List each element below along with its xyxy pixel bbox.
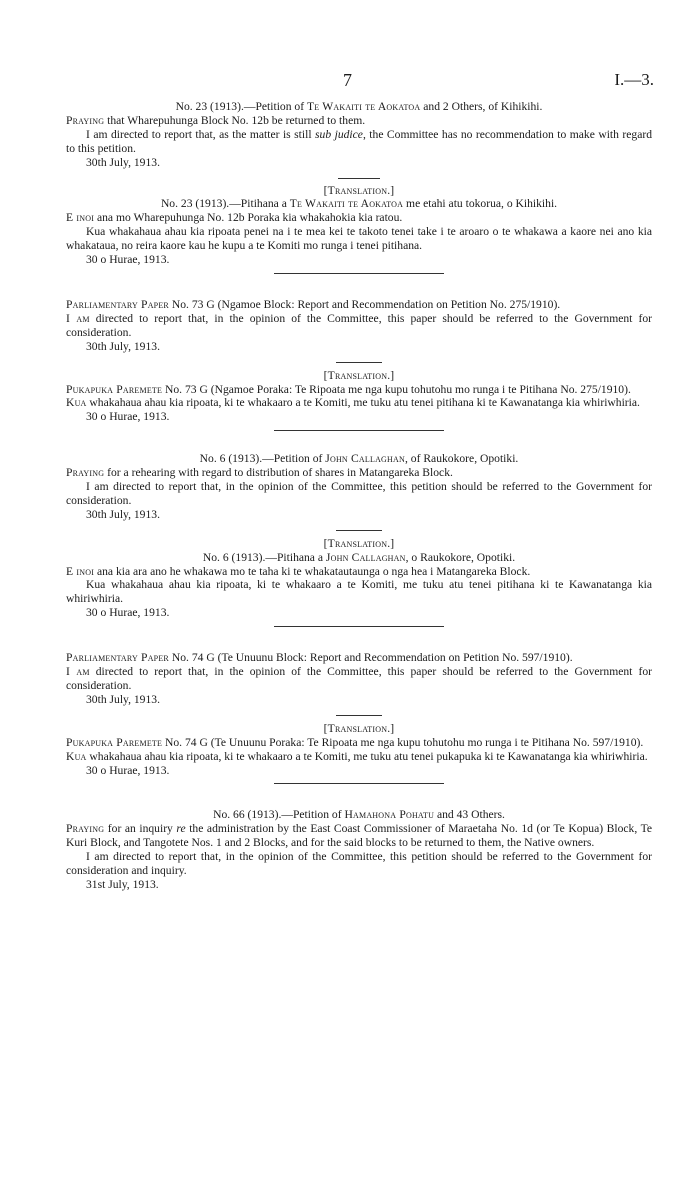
- translation-heading: [Translation.]: [323, 721, 395, 735]
- prayer-text: E inoi ana kia ara ano he whakawa mo te taha ki te whakatautaunga o nga hea i Matangareka Block.: [66, 564, 531, 578]
- paper-title: Pukapuka Paremete No. 74 G (Te Unuunu Poraka: Te Ripoata me nga kupu tohutohu mo runga i te Pitihana No. 597/1910).: [66, 735, 644, 749]
- page-number: 7: [343, 70, 352, 90]
- report-date: 30 o Hurae, 1913.: [86, 253, 170, 267]
- petition-section: [66, 100, 652, 170]
- translation-section: [66, 369, 652, 425]
- prayer-text: Praying for an inquiry re the administration by the East Coast Commissioner of Maraetaha No. 1d (or Te Kopua) Block, Te Kuri Block, and Tangotete Nos. 1 and 2 Blocks, and for the said blocks to be returned to them, the Native owners.: [66, 822, 653, 850]
- petition-section: [66, 452, 652, 522]
- translation-section: [66, 722, 652, 778]
- report-date: 30th July, 1913.: [86, 507, 160, 521]
- report-text: Kua whakahaua ahau kia ripoata penei na i te mea kei te takoto tenei take i te aroaro o te whakawa a kaore nei ano kia whakataua, no reira kaore kau he kupu a te Komiti mo runga i tenei pitihana.: [66, 225, 652, 253]
- prayer-text: E inoi ana mo Wharepuhunga No. 12b Poraka kia whakahokia kia ratou.: [66, 211, 403, 225]
- page-reference: I.—3.: [614, 70, 654, 89]
- report-date: 30th July, 1913.: [86, 339, 160, 353]
- short-rule: [336, 715, 382, 716]
- report-text: Kua whakahaua ahau kia ripoata, ki te whakaaro a te Komiti, me tuku atu tenei pitihana ki te Kawanatanga kia whiriwhiria.: [66, 396, 640, 410]
- petitioner-name: John Callaghan: [325, 452, 405, 466]
- report-date: 30th July, 1913.: [86, 692, 160, 706]
- paper-title: Parliamentary Paper No. 73 G (Ngamoe Block: Report and Recommendation on Petition No. 275/1910).: [66, 297, 561, 311]
- paper-title: Parliamentary Paper No. 74 G (Te Unuunu Block: Report and Recommendation on Petition No. 597/1910).: [66, 651, 573, 665]
- report-date: 30th July, 1913.: [86, 155, 160, 169]
- petition-title: No. 23 (1913).—Petition of Te Wakaiti te Aokatoa and 2 Others, of Kihikihi.: [175, 100, 543, 113]
- long-rule: [274, 783, 444, 784]
- paper-section: [66, 298, 652, 354]
- report-date: 30 o Hurae, 1913.: [86, 763, 170, 777]
- petition-title: No. 66 (1913).—Petition of Hamahona Pohatu and 43 Others.: [213, 808, 505, 822]
- document-body: [66, 100, 652, 892]
- translation-section: [66, 537, 652, 620]
- petition-title: No. 6 (1913).—Pitihana a John Callaghan, o Raukokore, Opotiki.: [202, 550, 516, 564]
- petitioner-name: Hamahona Pohatu: [344, 808, 435, 822]
- petition-section: [66, 808, 652, 891]
- paper-section: [66, 651, 652, 707]
- long-rule: [274, 430, 444, 431]
- paper-title: Pukapuka Paremete No. 73 G (Ngamoe Poraka: Te Ripoata me nga kupu tohutohu mo runga i te Pitihana No. 275/1910).: [66, 382, 631, 396]
- petition-title: No. 23 (1913).—Pitihana a Te Wakaiti te Aokatoa me etahi atu tokorua, o Kihikihi.: [160, 197, 558, 211]
- report-text: I am directed to report that, as the matter is still sub judice, the Committee has no recommendation to make with regard to this petition.: [66, 127, 653, 155]
- prayer-text: Praying that Wharepuhunga Block No. 12b be returned to them.: [66, 113, 366, 127]
- translation-heading: [Translation.]: [323, 368, 395, 382]
- report-text: Kua whakahaua ahau kia ripoata, ki te whakaaro a te Komiti, me tuku atu tenei pukapuka ki te Kawanatanga kia whiriwhiria.: [66, 749, 648, 763]
- report-date: 31st July, 1913.: [86, 877, 159, 891]
- short-rule: [338, 178, 380, 179]
- long-rule: [274, 273, 444, 274]
- petitioner-name: Te Wakaiti te Aokatoa: [289, 197, 404, 211]
- report-text: I am directed to report that, in the opinion of the Committee, this petition should be referred to the Government for consideration.: [66, 480, 652, 507]
- report-text: I am directed to report that, in the opinion of the Committee, this paper should be referred to the Government for consideration.: [66, 665, 652, 692]
- report-text: I am directed to report that, in the opinion of the Committee, this paper should be referred to the Government for consideration.: [66, 311, 652, 339]
- petitioner-name: Te Wakaiti te Aokatoa: [306, 100, 421, 113]
- short-rule: [336, 530, 382, 531]
- report-date: 30 o Hurae, 1913.: [86, 410, 170, 424]
- translation-heading: [Translation.]: [323, 536, 395, 550]
- page-header: [0, 70, 700, 94]
- report-date: 30 o Hurae, 1913.: [86, 606, 170, 620]
- translation-heading: [Translation.]: [323, 183, 395, 197]
- report-text: I am directed to report that, in the opinion of the Committee, this petition should be referred to the Government for consideration and inquiry.: [66, 850, 652, 878]
- report-text: Kua whakahaua ahau kia ripoata, ki te whakaaro a te Komiti, me tuku atu tenei pitihana ki te Kawanatanga kia whiriwhiria.: [66, 578, 652, 606]
- long-rule: [274, 626, 444, 627]
- short-rule: [336, 362, 382, 363]
- petitioner-name: John Callaghan: [325, 550, 406, 564]
- prayer-text: Praying for a rehearing with regard to distribution of shares in Matangareka Block.: [66, 466, 453, 480]
- translation-section: [66, 184, 652, 267]
- petition-title: No. 6 (1913).—Petition of John Callaghan, of Raukokore, Opotiki.: [199, 452, 519, 466]
